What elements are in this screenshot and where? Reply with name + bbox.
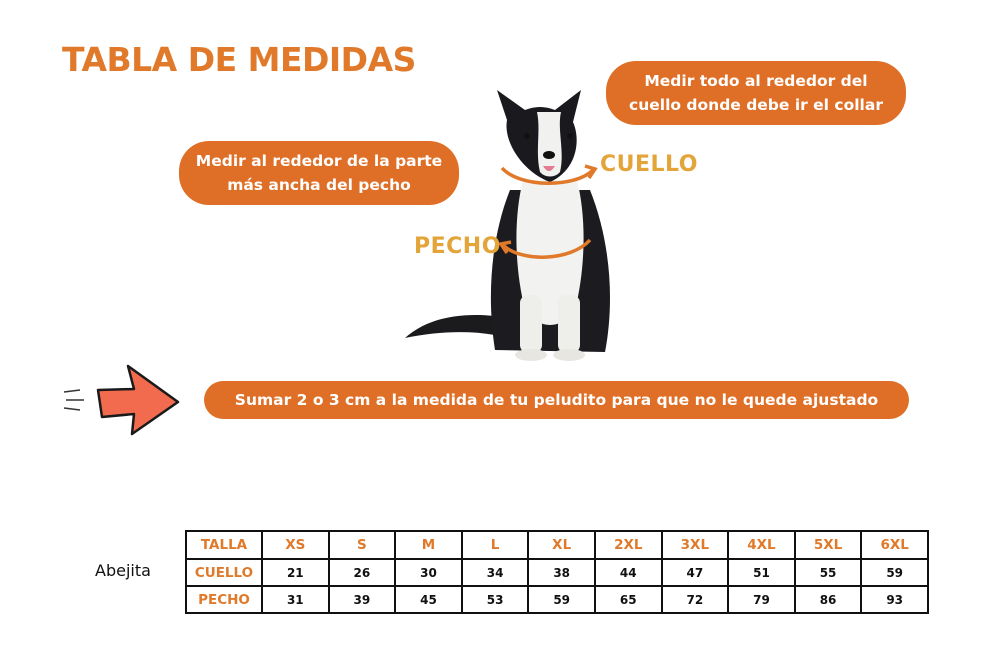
table-cell: 21 <box>262 559 329 586</box>
table-cell: 45 <box>395 586 462 613</box>
table-cell: 55 <box>795 559 862 586</box>
size-header: 2XL <box>595 531 662 559</box>
chest-instruction-line-1: Medir al rededor de la parte <box>195 152 443 170</box>
table-cell: 31 <box>262 586 329 613</box>
table-cell: 93 <box>861 586 928 613</box>
row-label-chest: PECHO <box>186 586 262 613</box>
tip-text: Sumar 2 o 3 cm a la medida de tu peludito para que no le quede ajustado <box>234 391 879 409</box>
dog-illustration <box>395 80 705 365</box>
table-cell: 34 <box>462 559 529 586</box>
neck-instruction-line-2: cuello donde debe ir el collar <box>629 96 883 114</box>
table-cell: 86 <box>795 586 862 613</box>
table-cell: 65 <box>595 586 662 613</box>
size-header: S <box>329 531 396 559</box>
chest-label: PECHO <box>414 234 501 259</box>
table-cell: 59 <box>528 586 595 613</box>
table-cell: 30 <box>395 559 462 586</box>
size-table <box>185 530 929 614</box>
size-header: 5XL <box>795 531 862 559</box>
table-cell: 72 <box>662 586 729 613</box>
page-title: TABLA DE MEDIDAS <box>62 40 416 79</box>
table-cell: 38 <box>528 559 595 586</box>
table-cell: 26 <box>329 559 396 586</box>
table-header-row <box>186 531 928 559</box>
tip-banner <box>204 381 909 419</box>
table-header-label: TALLA <box>186 531 262 559</box>
table-row <box>186 586 928 613</box>
brand-name: Abejita <box>95 561 151 580</box>
neck-label: CUELLO <box>600 152 698 177</box>
table-cell: 44 <box>595 559 662 586</box>
table-cell: 59 <box>861 559 928 586</box>
table-row <box>186 559 928 586</box>
size-header: XL <box>528 531 595 559</box>
table-cell: 39 <box>329 586 396 613</box>
neck-instruction-line-1: Medir todo al rededor del <box>644 72 868 90</box>
table-cell: 47 <box>662 559 729 586</box>
size-header: M <box>395 531 462 559</box>
size-header: 6XL <box>861 531 928 559</box>
row-label-neck: CUELLO <box>186 559 262 586</box>
table-cell: 51 <box>728 559 795 586</box>
size-header: 4XL <box>728 531 795 559</box>
size-header: XS <box>262 531 329 559</box>
size-header: 3XL <box>662 531 729 559</box>
chest-instruction-line-2: más ancha del pecho <box>227 176 411 194</box>
table-cell: 53 <box>462 586 529 613</box>
table-cell: 79 <box>728 586 795 613</box>
arrow-right-icon <box>62 362 182 440</box>
size-header: L <box>462 531 529 559</box>
